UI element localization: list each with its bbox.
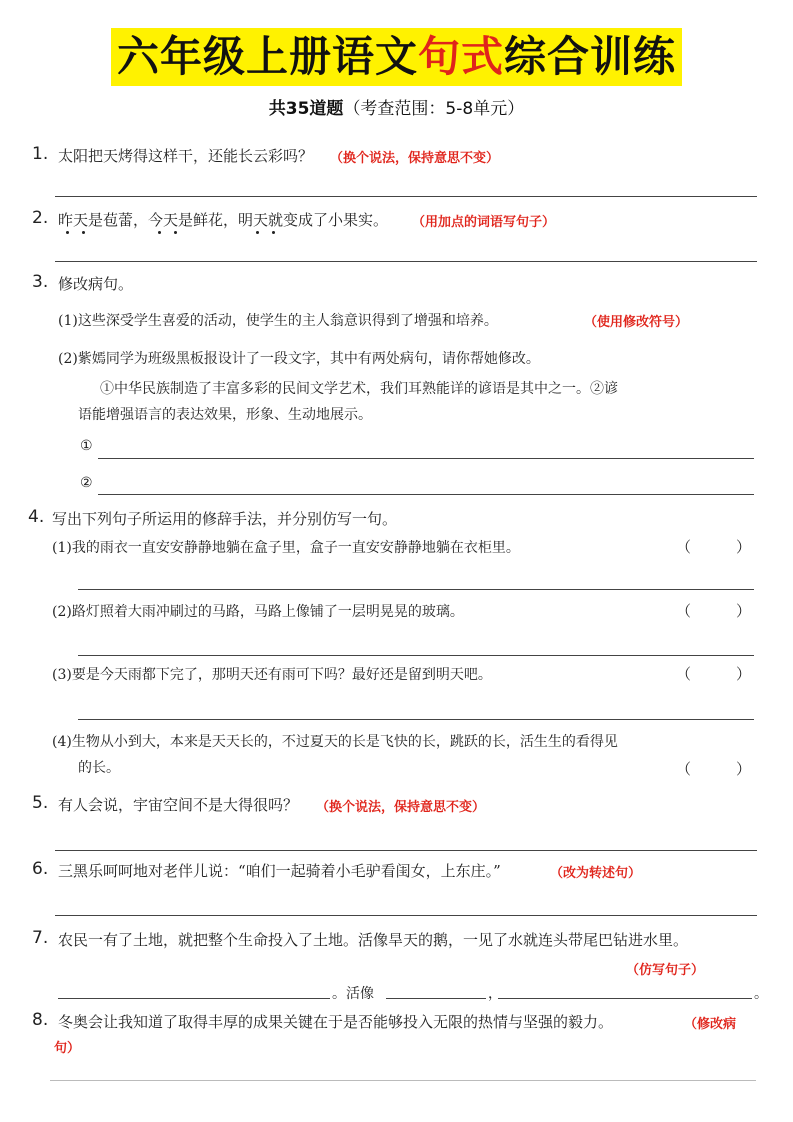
emphasis-dot: [272, 231, 275, 234]
q5-text: 有人会说，宇宙空间不是大得很吗？: [58, 796, 299, 814]
q8-hint-cont: 句）: [54, 1041, 81, 1056]
footer-divider: [50, 1080, 756, 1081]
q6-text: 三黑乐呵呵地对老伴儿说：“咱们一起骑着小毛驴看闺女，上东庄。”: [58, 862, 501, 880]
title-main: 六年级上册语文: [116, 32, 418, 81]
q4-sub1-paren[interactable]: （ ）: [676, 538, 752, 556]
q7-blank-label-1: 。活像: [332, 986, 374, 1002]
q7-blank-label-2: ，: [488, 986, 502, 1002]
emphasis-dot: [158, 231, 161, 234]
emphasis-dot: [174, 231, 177, 234]
q3-sub2-paragraph-line1: ①中华民族制造了丰富多彩的民间文学艺术，我们耳熟能详的谚语是其中之一。②谚: [100, 381, 618, 397]
q4-sub2: (2)路灯照着大雨冲刷过的马路，马路上像铺了一层明晃晃的玻璃。: [52, 604, 464, 620]
q5-number: 5.: [32, 793, 49, 813]
q5-hint: （换个说法，保持意思不变）: [316, 800, 486, 815]
q3-marker-1: ①: [80, 438, 93, 454]
q8-number: 8.: [32, 1010, 49, 1030]
q7-blank-label-3: 。: [754, 986, 768, 1002]
q1-text: 太阳把天烤得这样干，还能长云彩吗？: [58, 147, 314, 165]
q4-sub1: (1)我的雨衣一直安安静静地躺在盒子里，盒子一直安安静静地躺在衣柜里。: [52, 540, 520, 556]
page-title: [111, 28, 682, 86]
q4-sub3-paren[interactable]: （ ）: [676, 665, 752, 683]
q7-text: 农民一有了土地，就把整个生命投入了土地。活像旱天的鹅，一见了水就连头带尾巴钻进水里。: [58, 931, 689, 949]
q4-sub3-answer-line[interactable]: [78, 719, 754, 720]
emphasis-dot: [256, 231, 259, 234]
q3-text: 修改病句。: [58, 275, 134, 293]
q4-number: 4.: [28, 507, 45, 527]
emphasis-dot: [82, 231, 85, 234]
q4-sub4-paren[interactable]: （ ）: [676, 760, 752, 778]
question-count: 共35道题: [268, 99, 344, 119]
title-highlight: 句式: [417, 32, 504, 81]
q3-number: 3.: [32, 272, 49, 292]
q4-sub1-answer-line[interactable]: [78, 589, 754, 590]
q1-number: 1.: [32, 144, 49, 164]
q8-hint: （修改病: [684, 1017, 737, 1032]
q4-sub2-paren[interactable]: （ ）: [676, 602, 752, 620]
q4-sub4-line1: (4)生物从小到大，本来是天天长的，不过夏天的长是飞快的长，跳跃的长，活生生的看得见: [52, 734, 618, 750]
q2-number: 2.: [32, 208, 49, 228]
exam-scope: （考查范围：5-8单元）: [343, 99, 525, 119]
title-area: [0, 28, 793, 86]
q1-answer-line[interactable]: [55, 196, 757, 197]
q7-blank-3[interactable]: [498, 998, 752, 999]
q3-sub2: (2)紫嫣同学为班级黑板报设计了一段文字，其中有两处病句，请你帮她修改。: [58, 351, 540, 367]
q3-sub1: (1)这些深受学生喜爱的活动，使学生的主人翁意识得到了增强和培养。: [58, 313, 498, 329]
q6-answer-line[interactable]: [55, 915, 757, 916]
subtitle: [0, 94, 793, 119]
q4-sub4-line2: 的长。: [78, 760, 120, 776]
q2-hint: （用加点的词语写句子）: [412, 215, 556, 230]
q2-text: 昨天是苞蕾，今天是鲜花，明天就变成了小果实。: [58, 211, 389, 229]
q3-marker-2: ②: [80, 475, 93, 491]
q8-text: 冬奥会让我知道了取得丰厚的成果关键在于是否能够投入无限的热情与坚强的毅力。: [58, 1013, 614, 1031]
q6-number: 6.: [32, 859, 49, 879]
q6-hint: （改为转述句）: [550, 866, 642, 881]
q1-hint: （换个说法，保持意思不变）: [330, 151, 500, 166]
q5-answer-line[interactable]: [55, 850, 757, 851]
title-rest: 综合训练: [504, 32, 677, 81]
emphasis-dot: [66, 231, 69, 234]
q3-answer-line-2[interactable]: [98, 494, 754, 495]
q3-sub1-hint: （使用修改符号）: [584, 315, 689, 330]
q3-answer-line-1[interactable]: [98, 458, 754, 459]
q7-blank-1[interactable]: [58, 998, 330, 999]
q7-blank-2[interactable]: [386, 998, 486, 999]
q4-sub3: (3)要是今天雨都下完了，那明天还有雨可下吗？最好还是留到明天吧。: [52, 667, 492, 683]
q7-hint: （仿写句子）: [626, 963, 705, 978]
q2-answer-line[interactable]: [55, 261, 757, 262]
q7-number: 7.: [32, 928, 49, 948]
q4-text: 写出下列句子所运用的修辞手法，并分别仿写一句。: [52, 510, 398, 528]
q3-sub2-paragraph-line2: 语能增强语言的表达效果，形象、生动地展示。: [78, 407, 372, 423]
q4-sub2-answer-line[interactable]: [78, 655, 754, 656]
